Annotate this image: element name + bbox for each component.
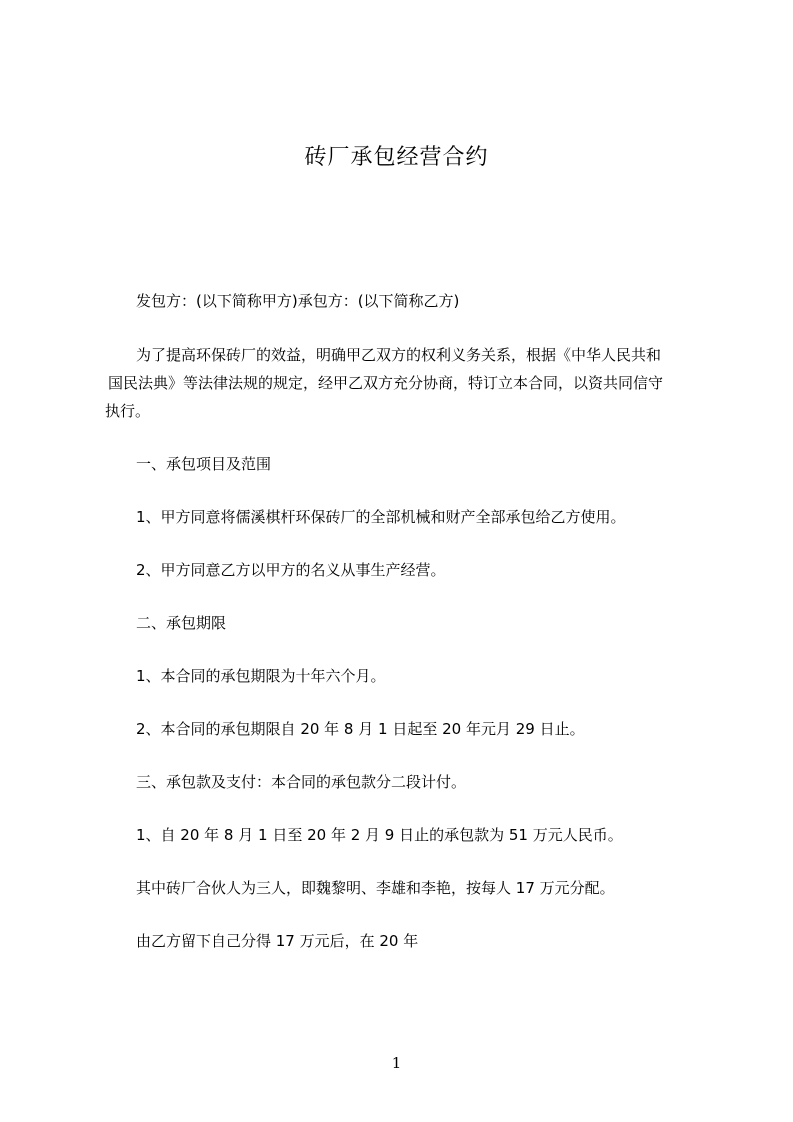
- section-heading: 一、承包项目及范围: [136, 455, 272, 473]
- document-title: 砖厂承包经营合约: [304, 145, 489, 170]
- section-heading: 二、承包期限: [136, 614, 227, 632]
- clause-note: 由乙方留下自己分得 17 万元后，在 20 年: [136, 932, 419, 950]
- page-number: 1: [391, 1054, 402, 1072]
- intro-line: 执行。: [105, 402, 151, 420]
- parties-line: 发包方：(以下简称甲方)承包方：(以下简称乙方): [136, 292, 460, 310]
- clause: 2、本合同的承包期限自 20 年 8 月 1 日起至 20 年元月 29 日止。: [136, 720, 585, 738]
- intro-line: 为了提高环保砖厂的效益，明确甲乙双方的权利义务关系，根据《中华人民共和: [136, 346, 662, 364]
- intro-line: 国民法典》等法律法规的规定，经甲乙双方充分协商，特订立本合同，以资共同信守: [108, 374, 664, 392]
- clause: 1、甲方同意将儒溪棋杆环保砖厂的全部机械和财产全部承包给乙方使用。: [136, 508, 626, 526]
- clause-note: 其中砖厂合伙人为三人，即魏黎明、李雄和李艳，按每人 17 万元分配。: [136, 879, 615, 897]
- clause: 1、自 20 年 8 月 1 日至 20 年 2 月 9 日止的承包款为 51 万元人民币。: [136, 826, 623, 844]
- clause: 1、本合同的承包期限为十年六个月。: [136, 667, 386, 685]
- intro-paragraph: [105, 341, 716, 425]
- section-heading: 三、承包款及支付：本合同的承包款分二段计付。: [136, 773, 467, 791]
- clause: 2、甲方同意乙方以甲方的名义从事生产经营。: [136, 561, 446, 579]
